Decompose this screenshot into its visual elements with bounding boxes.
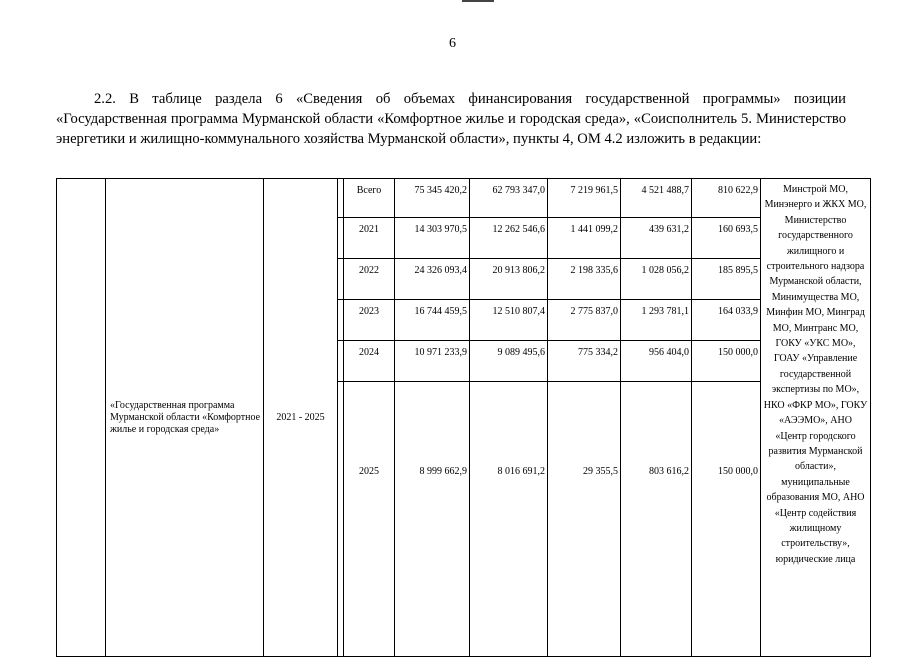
empty-number-cell [57,179,106,657]
value-cell: 160 693,5 [692,218,761,259]
value-cell: 185 895,5 [692,259,761,300]
value-cell: 9 089 495,6 [470,341,548,382]
page-number: 6 [449,36,456,51]
value-cell: 4 521 488,7 [621,179,692,218]
year-cell: 2021 [344,218,395,259]
value-cell: 150 000,0 [692,341,761,382]
top-page-mark [462,0,494,2]
year-cell: 2024 [344,341,395,382]
year-cell: 2023 [344,300,395,341]
value-cell: 1 293 781,1 [621,300,692,341]
table-row [57,179,871,218]
program-name-cell: «Государственная программа Мурманской области «Комфортное жилье и городская среда» [106,179,264,657]
value-cell: 164 033,9 [692,300,761,341]
value-cell: 2 775 837,0 [548,300,621,341]
total-value-cell: 10 971 233,9 [395,341,470,382]
value-cell: 1 441 099,2 [548,218,621,259]
value-cell: 12 262 546,6 [470,218,548,259]
value-cell: 12 510 807,4 [470,300,548,341]
period-cell: 2021 - 2025 [264,179,338,657]
year-cell: 2022 [344,259,395,300]
value-cell: 956 404,0 [621,341,692,382]
total-value-cell: 8 999 662,9 [395,382,470,657]
total-value-cell: 14 303 970,5 [395,218,470,259]
value-cell: 150 000,0 [692,382,761,657]
executors-cell: Минстрой МО, Минэнерго и ЖКХ МО, Министерство государственного жилищного и строительного надзора Мурманской области, Минимущества МО, Минфин МО, Минград МО, Минтранс МО, ГОКУ «УКС МО», ГОАУ «Управление государственной экспертизы по МО», НКО «ФКР МО», ГОКУ «АЭЭМО», АНО «Центр городского развития Мурманской области», муниципальные образования МО, АНО «Центр содействия жилищному строительству», юридические лица [761,179,871,657]
value-cell: 7 219 961,5 [548,179,621,218]
value-cell: 1 028 056,2 [621,259,692,300]
value-cell: 8 016 691,2 [470,382,548,657]
value-cell: 775 334,2 [548,341,621,382]
value-cell: 62 793 347,0 [470,179,548,218]
value-cell: 20 913 806,2 [470,259,548,300]
value-cell: 803 616,2 [621,382,692,657]
value-cell: 810 622,9 [692,179,761,218]
financing-table [56,178,871,657]
total-value-cell: 24 326 093,4 [395,259,470,300]
value-cell: 29 355,5 [548,382,621,657]
value-cell: 2 198 335,6 [548,259,621,300]
amendment-paragraph: 2.2. В таблице раздела 6 «Сведения об объемах финансирования государственной программы» позиции «Государственная программа Мурманской области «Комфортное жилье и городская среда», «Соисполнитель 5. Министерство энергетики и жилищно-коммунального хозяйства Мурманской области», пункты 4, ОМ 4.2 изложить в редакции: [56,91,846,147]
year-cell: 2025 [344,382,395,657]
total-value-cell: 75 345 420,2 [395,179,470,218]
year-cell: Всего [344,179,395,218]
value-cell: 439 631,2 [621,218,692,259]
total-value-cell: 16 744 459,5 [395,300,470,341]
